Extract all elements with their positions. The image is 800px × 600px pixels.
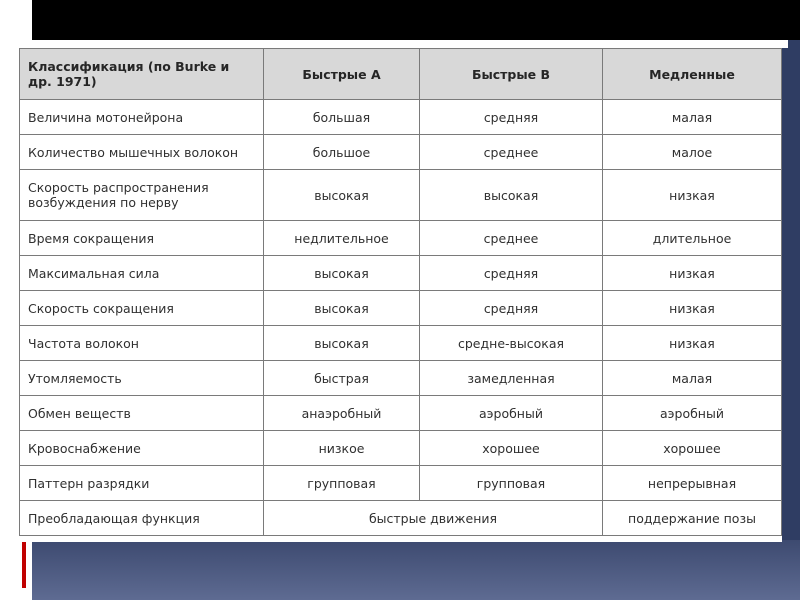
row-label: Скорость распространения возбуждения по нерву	[20, 170, 264, 221]
cell-fast-merged: быстрые движения	[264, 501, 603, 536]
header-fast-a: Быстрые А	[264, 49, 420, 100]
table-row	[20, 466, 782, 501]
cell-fast-a: большое	[264, 135, 420, 170]
table-row	[20, 361, 782, 396]
cell-slow: малая	[603, 361, 782, 396]
row-label: Преобладающая функция	[20, 501, 264, 536]
table-header-row	[20, 49, 782, 100]
cell-fast-a: недлительное	[264, 221, 420, 256]
table-row	[20, 431, 782, 466]
cell-slow: поддержание позы	[603, 501, 782, 536]
cell-fast-a: высокая	[264, 256, 420, 291]
row-label: Кровоснабжение	[20, 431, 264, 466]
slide-bottom-band	[32, 540, 800, 600]
table-row	[20, 291, 782, 326]
table-row	[20, 256, 782, 291]
cell-slow: низкая	[603, 326, 782, 361]
row-label: Время сокращения	[20, 221, 264, 256]
cell-slow: длительное	[603, 221, 782, 256]
cell-fast-a: анаэробный	[264, 396, 420, 431]
cell-fast-a: низкое	[264, 431, 420, 466]
cell-fast-b: групповая	[420, 466, 603, 501]
cell-fast-a: групповая	[264, 466, 420, 501]
header-slow: Медленные	[603, 49, 782, 100]
cell-fast-b: среднее	[420, 135, 603, 170]
row-label: Обмен веществ	[20, 396, 264, 431]
cell-fast-a: высокая	[264, 170, 420, 221]
cell-slow: непрерывная	[603, 466, 782, 501]
header-classification: Классификация (по Burke и др. 1971)	[20, 49, 264, 100]
cell-fast-b: средне-высокая	[420, 326, 603, 361]
row-label: Утомляемость	[20, 361, 264, 396]
row-label: Величина мотонейрона	[20, 100, 264, 135]
table-row	[20, 135, 782, 170]
table-row	[20, 170, 782, 221]
table-row	[20, 100, 782, 135]
cell-fast-b: замедленная	[420, 361, 603, 396]
cell-fast-a: высокая	[264, 326, 420, 361]
slide-header-strip	[32, 40, 788, 48]
cell-fast-b: аэробный	[420, 396, 603, 431]
table-row	[20, 326, 782, 361]
cell-fast-b: высокая	[420, 170, 603, 221]
row-label: Скорость сокращения	[20, 291, 264, 326]
table-row	[20, 501, 782, 536]
cell-fast-b: среднее	[420, 221, 603, 256]
cell-slow: низкая	[603, 291, 782, 326]
cell-fast-b: средняя	[420, 256, 603, 291]
row-label: Паттерн разрядки	[20, 466, 264, 501]
table-row	[20, 396, 782, 431]
row-label: Частота волокон	[20, 326, 264, 361]
cell-fast-b: средняя	[420, 291, 603, 326]
cell-slow: малая	[603, 100, 782, 135]
row-label: Количество мышечных волокон	[20, 135, 264, 170]
table-row	[20, 221, 782, 256]
fiber-classification-table	[19, 48, 782, 536]
slide-top-band	[32, 0, 800, 40]
cell-slow: малое	[603, 135, 782, 170]
cell-slow: низкая	[603, 170, 782, 221]
header-fast-b: Быстрые В	[420, 49, 603, 100]
cell-fast-b: хорошее	[420, 431, 603, 466]
cell-fast-a: быстрая	[264, 361, 420, 396]
cell-slow: низкая	[603, 256, 782, 291]
cell-fast-a: высокая	[264, 291, 420, 326]
cell-fast-b: средняя	[420, 100, 603, 135]
cell-slow: аэробный	[603, 396, 782, 431]
accent-mark-bottom	[22, 540, 26, 588]
cell-fast-a: большая	[264, 100, 420, 135]
cell-slow: хорошее	[603, 431, 782, 466]
row-label: Максимальная сила	[20, 256, 264, 291]
